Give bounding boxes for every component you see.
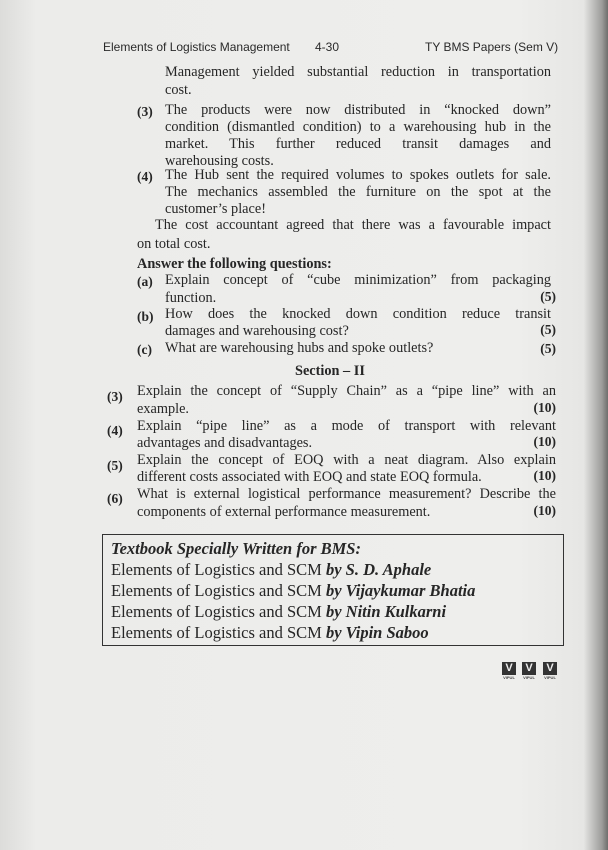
question-number: (3) bbox=[107, 389, 123, 404]
case-line: customer’s place! bbox=[165, 201, 266, 217]
question-line: How does the knocked down condition reduce transit bbox=[165, 306, 551, 322]
logo-mark: V bbox=[543, 662, 557, 675]
question-number: (b) bbox=[137, 309, 154, 324]
case-line: The Hub sent the required volumes to spokes outlets for sale. bbox=[165, 167, 551, 183]
point-number: (3) bbox=[137, 104, 153, 119]
textbook-author: by Vipin Saboo bbox=[325, 623, 429, 642]
marks: (10) bbox=[533, 400, 556, 415]
publisher-logo bbox=[521, 662, 537, 684]
case-line: The products were now distributed in “knocked down” bbox=[165, 102, 551, 118]
section-title: Section – II bbox=[295, 363, 365, 379]
logo-mark: V bbox=[502, 662, 516, 675]
case-line: warehousing costs. bbox=[165, 153, 274, 169]
textbook-title: Elements of Logistics and SCM bbox=[111, 623, 322, 642]
question-number: (5) bbox=[107, 458, 123, 473]
logo-text: VIPUL bbox=[523, 675, 535, 680]
case-line: condition (dismantled condition) to a warehousing hub in the bbox=[165, 119, 551, 135]
question-line: function. bbox=[165, 290, 217, 306]
case-line: cost. bbox=[165, 82, 192, 98]
marks: (10) bbox=[533, 503, 556, 518]
case-line: market. This further reduced transit damages and bbox=[165, 136, 551, 152]
logo-mark: V bbox=[522, 662, 536, 675]
textbook-title: Elements of Logistics and SCM bbox=[111, 560, 322, 579]
question-line: What is external logistical performance measurement? Describe the bbox=[137, 486, 556, 502]
question-line: components of external performance measurement. bbox=[137, 504, 431, 520]
question-line: different costs associated with EOQ and state EOQ formula. bbox=[137, 469, 482, 485]
question-number: (4) bbox=[107, 423, 123, 438]
textbook-author: by Vijaykumar Bhatia bbox=[325, 581, 476, 600]
textbook-title: Elements of Logistics and SCM bbox=[111, 602, 322, 621]
answer-heading: Answer the following questions: bbox=[137, 256, 332, 272]
textbook-author: by Nitin Kulkarni bbox=[325, 602, 447, 621]
logo-text: VIPUL bbox=[544, 675, 556, 680]
logo-text: VIPUL bbox=[503, 675, 515, 680]
textbook-title: Elements of Logistics and SCM bbox=[111, 581, 322, 600]
textbook-item bbox=[111, 601, 446, 622]
question-number: (a) bbox=[137, 274, 153, 289]
question-line: What are warehousing hubs and spoke outlets? bbox=[165, 340, 434, 356]
textbook-author: by S. D. Aphale bbox=[325, 560, 432, 579]
question-number: (c) bbox=[137, 342, 152, 357]
marks: (5) bbox=[540, 341, 556, 356]
question-line: example. bbox=[137, 401, 190, 417]
question-line: Explain concept of “cube minimization” from packaging bbox=[165, 272, 551, 288]
textbook-item bbox=[111, 559, 431, 580]
page-number: 4-30 bbox=[315, 40, 340, 54]
textbook-item bbox=[111, 622, 429, 643]
question-line: Explain “pipe line” as a mode of transport with relevant bbox=[137, 418, 556, 434]
case-line: The cost accountant agreed that there was a favourable impact bbox=[155, 217, 551, 233]
publisher-logo bbox=[501, 662, 517, 684]
running-header-book: TY BMS Papers (Sem V) bbox=[425, 40, 559, 54]
question-line: Explain the concept of “Supply Chain” as a “pipe line” with an bbox=[137, 383, 556, 399]
case-line: on total cost. bbox=[137, 236, 211, 252]
running-header-title: Elements of Logistics Management bbox=[103, 40, 290, 54]
textbook-item bbox=[111, 580, 475, 601]
question-line: damages and warehousing cost? bbox=[165, 323, 349, 339]
publisher-logo bbox=[542, 662, 558, 684]
textbook-heading: Textbook Specially Written for BMS: bbox=[111, 539, 361, 558]
marks: (5) bbox=[540, 289, 556, 304]
marks: (5) bbox=[540, 322, 556, 337]
marks: (10) bbox=[533, 468, 556, 483]
case-line: Management yielded substantial reduction in transportation bbox=[165, 64, 551, 80]
question-number: (6) bbox=[107, 491, 123, 506]
textbook-box bbox=[102, 534, 564, 646]
case-line: The mechanics assembled the furniture on the spot at the bbox=[165, 184, 551, 200]
point-number: (4) bbox=[137, 169, 153, 184]
marks: (10) bbox=[533, 434, 556, 449]
question-line: Explain the concept of EOQ with a neat diagram. Also explain bbox=[137, 452, 556, 468]
question-line: advantages and disadvantages. bbox=[137, 435, 313, 451]
